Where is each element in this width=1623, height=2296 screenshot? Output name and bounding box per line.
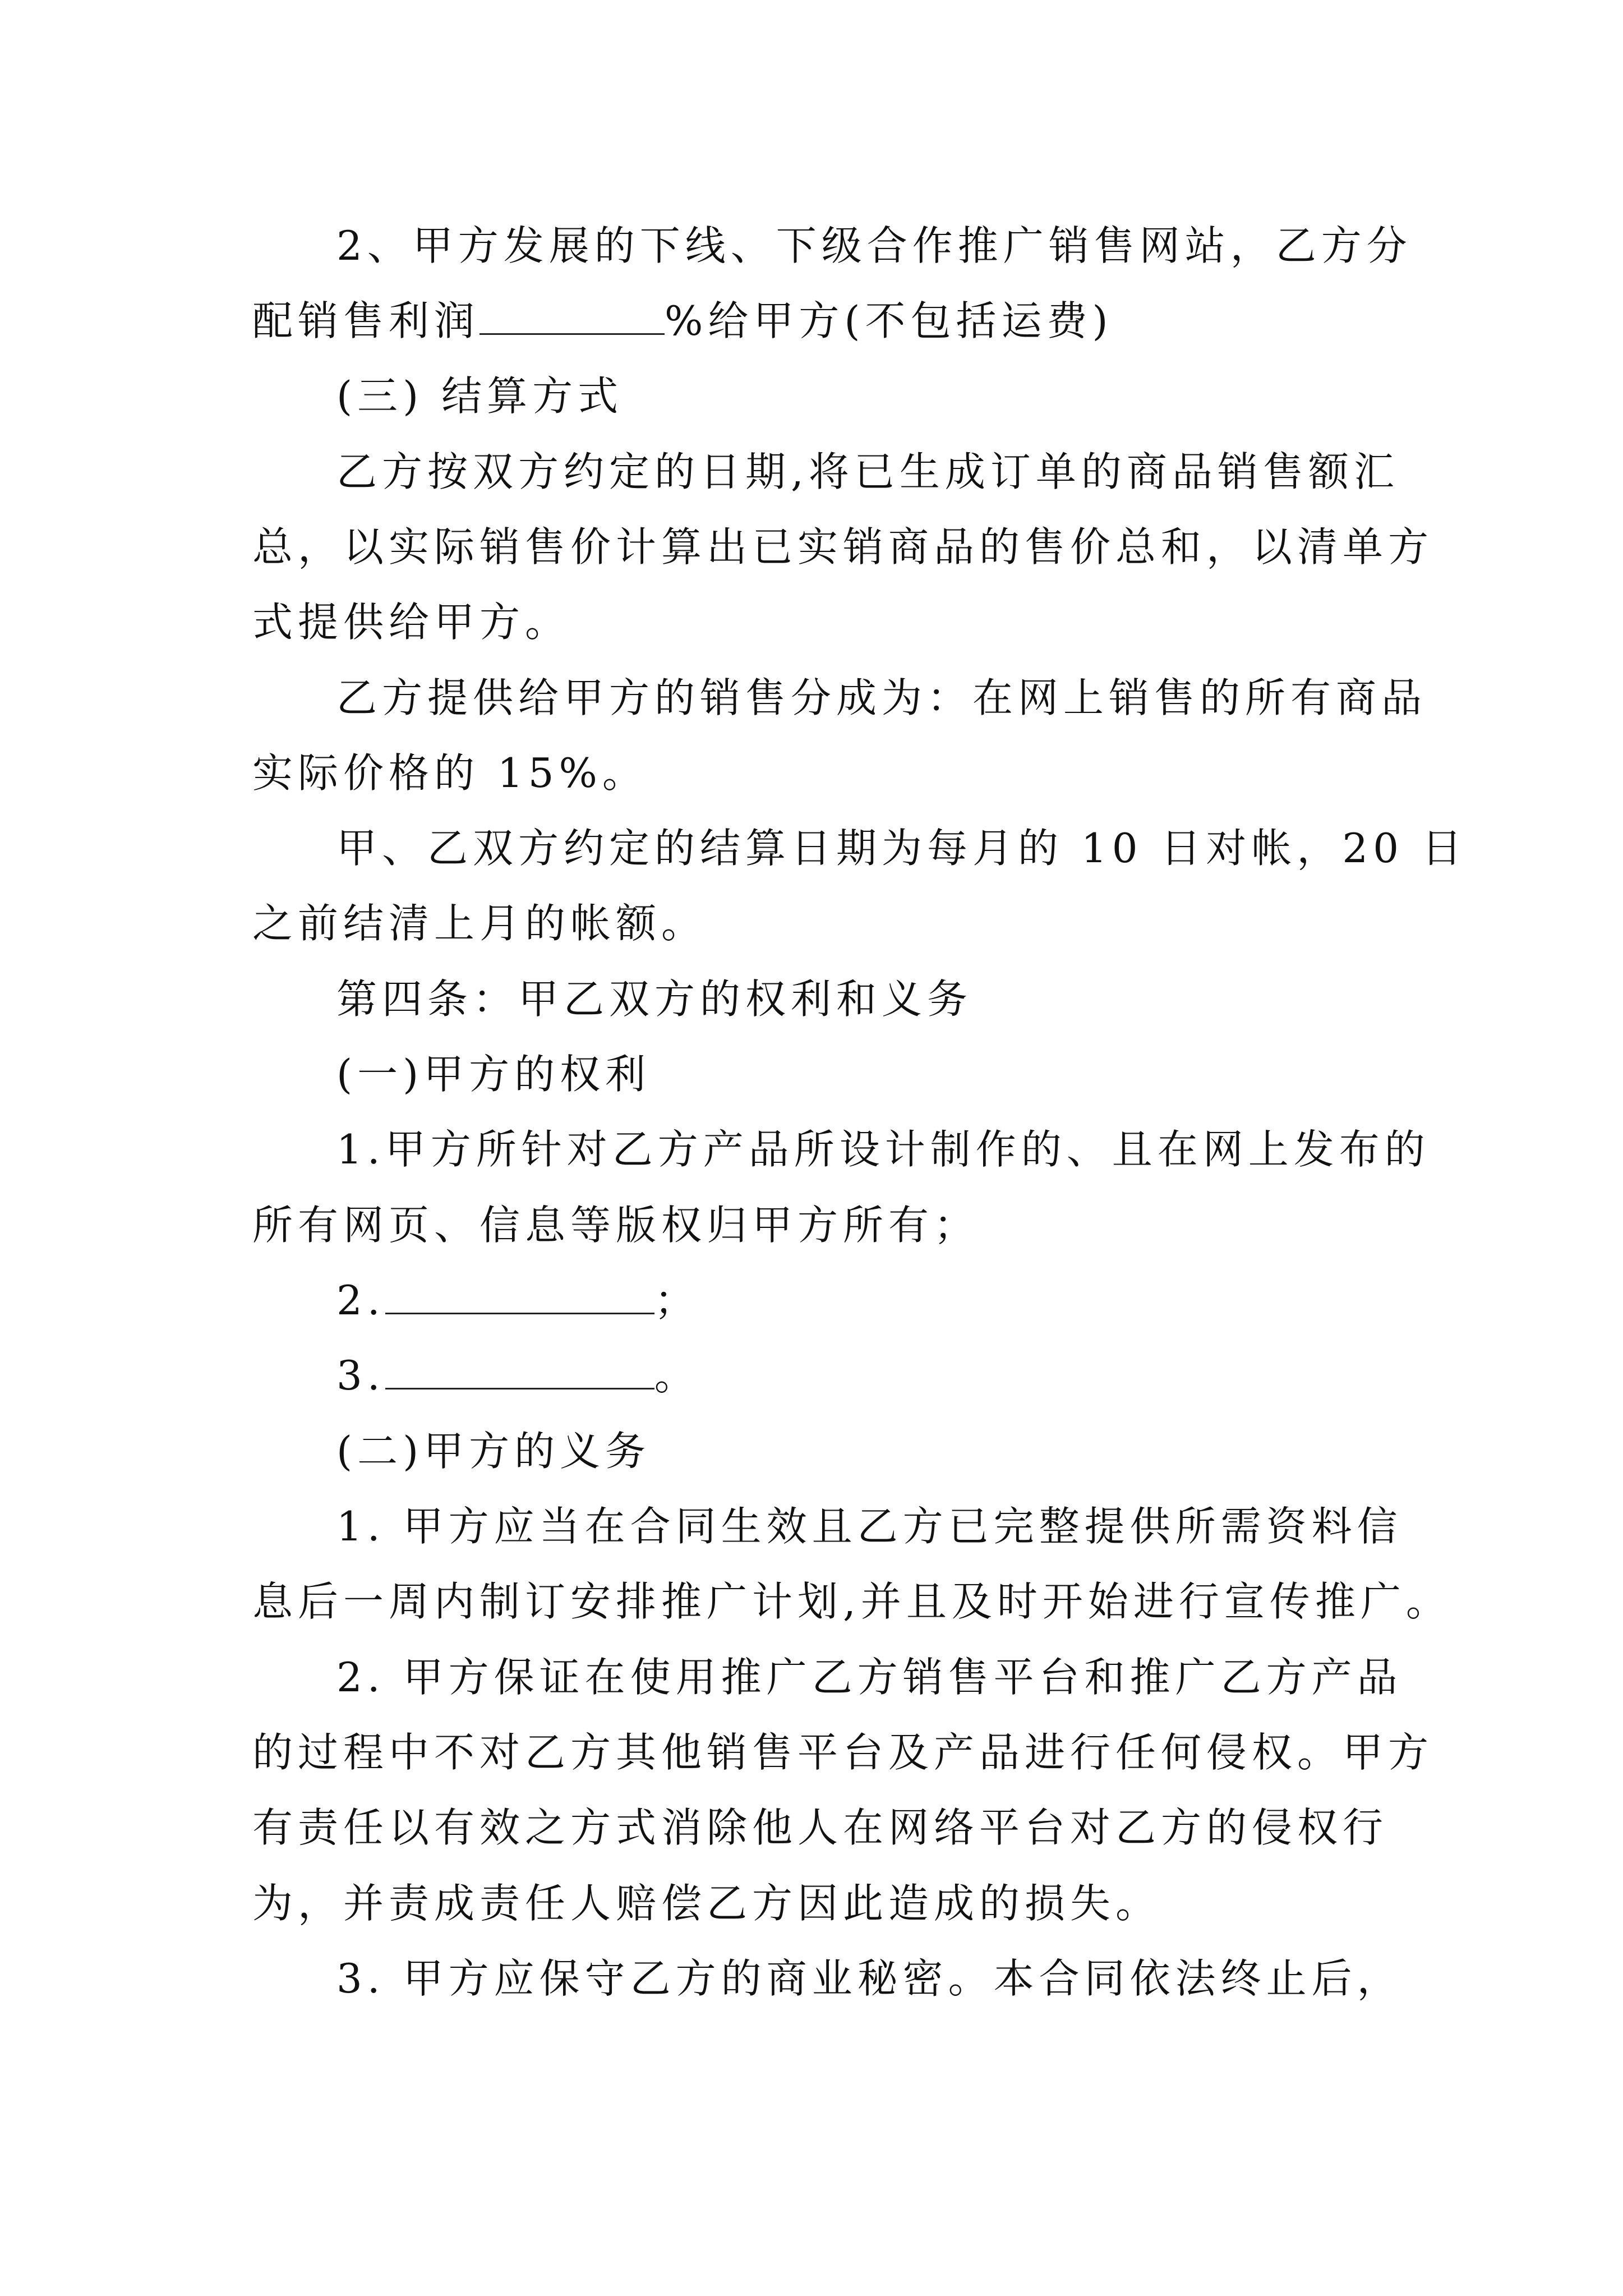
fill-in-blank xyxy=(479,301,665,335)
paragraph-line: 配销售利润 %给甲方(不包括运费) xyxy=(252,297,1113,344)
paragraph-line: 总，以实际销售价计算出已实销商品的售价总和，以清单方 xyxy=(252,523,1434,570)
paragraph-line: 3. 甲方应保守乙方的商业秘密。本合同依法终止后， xyxy=(336,1955,1403,2002)
paragraph-line: 式提供给甲方。 xyxy=(252,599,571,646)
paragraph-line: 的过程中不对乙方其他销售平台及产品进行任何侵权。甲方 xyxy=(252,1729,1434,1776)
paragraph-line: 所有网页、信息等版权归甲方所有； xyxy=(252,1202,980,1249)
paragraph-line: 2. 甲方保证在使用推广乙方销售平台和推广乙方产品 xyxy=(336,1654,1403,1701)
fill-in-blank xyxy=(385,1280,654,1314)
list-item: 3. 。 xyxy=(336,1352,700,1399)
paragraph-line: 之前结清上月的帐额。 xyxy=(252,900,707,947)
list-item: 2. ； xyxy=(336,1277,700,1324)
paragraph-line: 有责任以有效之方式消除他人在网络平台对乙方的侵权行 xyxy=(252,1804,1389,1851)
paragraph-line: 息后一周内制订安排推广计划,并且及时开始进行宣传推广。 xyxy=(252,1578,1451,1625)
paragraph-line: 实际价格的 15%。 xyxy=(252,749,648,797)
article-heading: 第四条：甲乙双方的权利和义务 xyxy=(336,976,973,1023)
paragraph-line: 乙方提供给甲方的销售分成为：在网上销售的所有商品 xyxy=(336,674,1427,721)
section-heading: (三) 结算方式 xyxy=(336,372,624,420)
fill-in-blank xyxy=(385,1355,654,1389)
section-heading: (二)甲方的义务 xyxy=(336,1428,651,1475)
paragraph-line: 甲、乙双方约定的结算日期为每月的 10 日对帐，20 日 xyxy=(336,825,1467,872)
section-heading: (一)甲方的权利 xyxy=(336,1051,651,1098)
paragraph-line: 2、甲方发展的下线、下级合作推广销售网站，乙方分 xyxy=(336,222,1412,269)
paragraph-line: 1. 甲方应当在合同生效且乙方已完整提供所需资料信 xyxy=(336,1503,1403,1550)
paragraph-line: 为，并责成责任人赔偿乙方因此造成的损失。 xyxy=(252,1880,1161,1927)
paragraph-line: 1.甲方所针对乙方产品所设计制作的、且在网上发布的 xyxy=(336,1126,1430,1173)
paragraph-line: 乙方按双方约定的日期,将已生成订单的商品销售额汇 xyxy=(336,448,1399,495)
